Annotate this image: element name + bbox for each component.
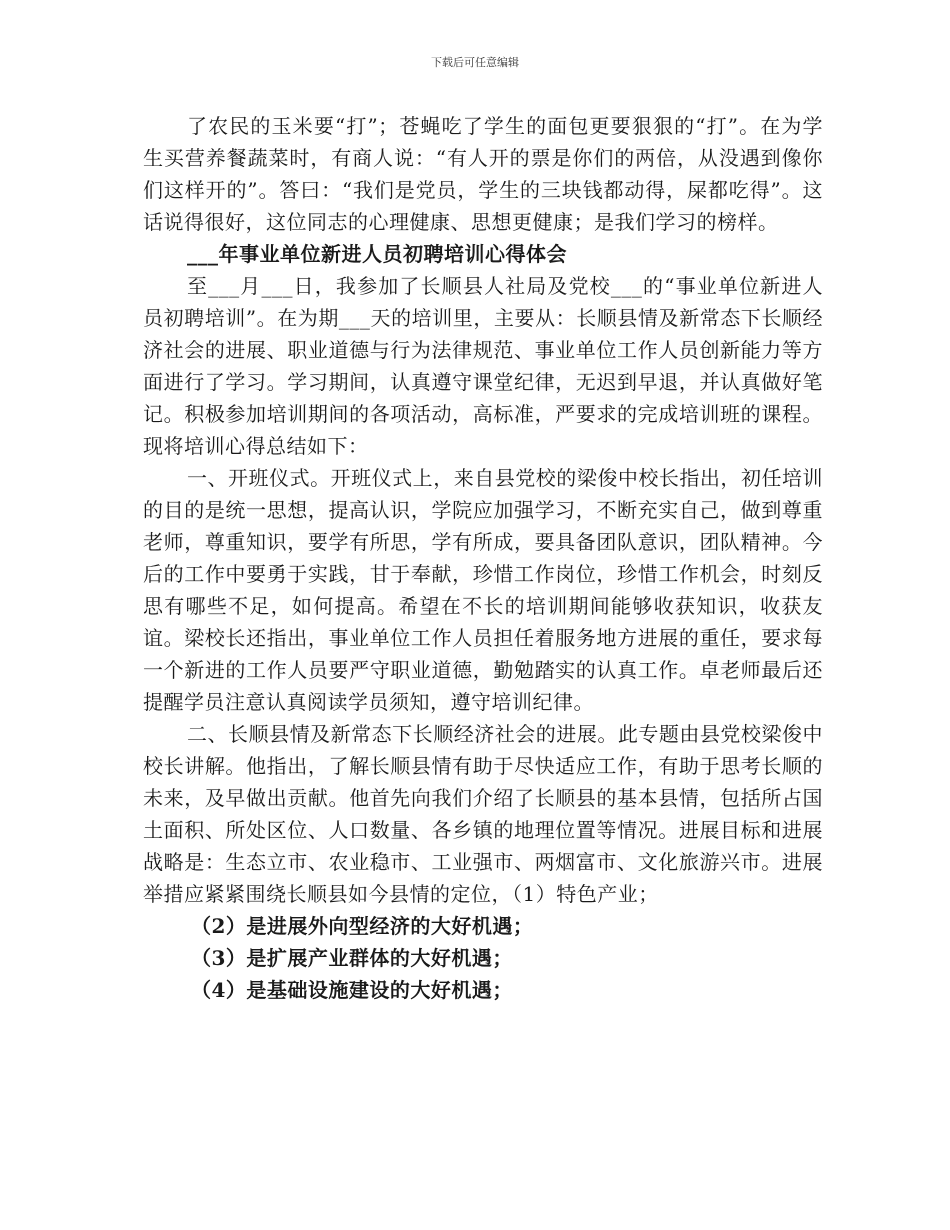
header-note: 下载后可任意编辑 [431, 56, 519, 69]
list-item-3: （3）是扩展产业群体的大好机遇； [191, 946, 513, 970]
document-body [143, 110, 823, 1006]
paragraph-2: 至___月___日，我参加了长顺县人社局及党校___的“事业单位新进人员初聘培训”。在为期___天的培训里，主要从：长顺县情及新常态下长顺经济社会的进展、职业道德与行为法律规范、事业单位工作人员创新能力等方面进行了学习。学习期间，认真遵守课堂纪律，无迟到早退，并认真做好笔记。积极参加培训期间的各项活动，高标准，严要求的完成培训班的课程。现将培训心得总结如下： [143, 274, 823, 458]
paragraph-4: 二、长顺县情及新常态下长顺经济社会的进展。此专题由县党校梁俊中校长讲解。他指出，了解长顺县情有助于尽快适应工作，有助于思考长顺的未来，及早做出贡献。他首先向我们介绍了长顺县的基本县情，包括所占国土面积、所处区位、人口数量、各乡镇的地理位置等情况。进展目标和进展战略是：生态立市、农业稳市、工业强市、两烟富市、文化旅游兴市。进展举措应紧紧围绕长顺县如今县情的定位，（1）特色产业； [143, 722, 823, 906]
list-item-4: （4）是基础设施建设的大好机遇； [191, 978, 513, 1002]
paragraph-3: 一、开班仪式。开班仪式上，来自县党校的梁俊中校长指出，初任培训的目的是统一思想，提高认识，学院应加强学习，不断充实自己，做到尊重老师，尊重知识，要学有所思，学有所成，要具备团队意识，团队精神。今后的工作中要勇于实践，甘于奉献，珍惜工作岗位，珍惜工作机会，时刻反思有哪些不足，如何提高。希望在不长的培训期间能够收获知识，收获友谊。梁校长还指出，事业单位工作人员担任着服务地方进展的重任，要求每一个新进的工作人员要严守职业道德，勤勉踏实的认真工作。卓老师最后还提醒学员注意认真阅读学员须知，遵守培训纪律。 [143, 466, 823, 714]
paragraph-1: 了农民的玉米要“打”；苍蝇吃了学生的面包更要狠狠的“打”。在为学生买营养餐蔬菜时，有商人说：“有人开的票是你们的两倍，从没遇到像你们这样开的”。答曰：“我们是党员，学生的三块钱都动得，屎都吃得”。这话说得很好，这位同志的心理健康、思想更健康；是我们学习的榜样。 [143, 114, 823, 234]
list-item-2: （2）是进展外向型经济的大好机遇； [191, 914, 534, 938]
section-heading: ___年事业单位新进人员初聘培训心得体会 [187, 242, 567, 266]
